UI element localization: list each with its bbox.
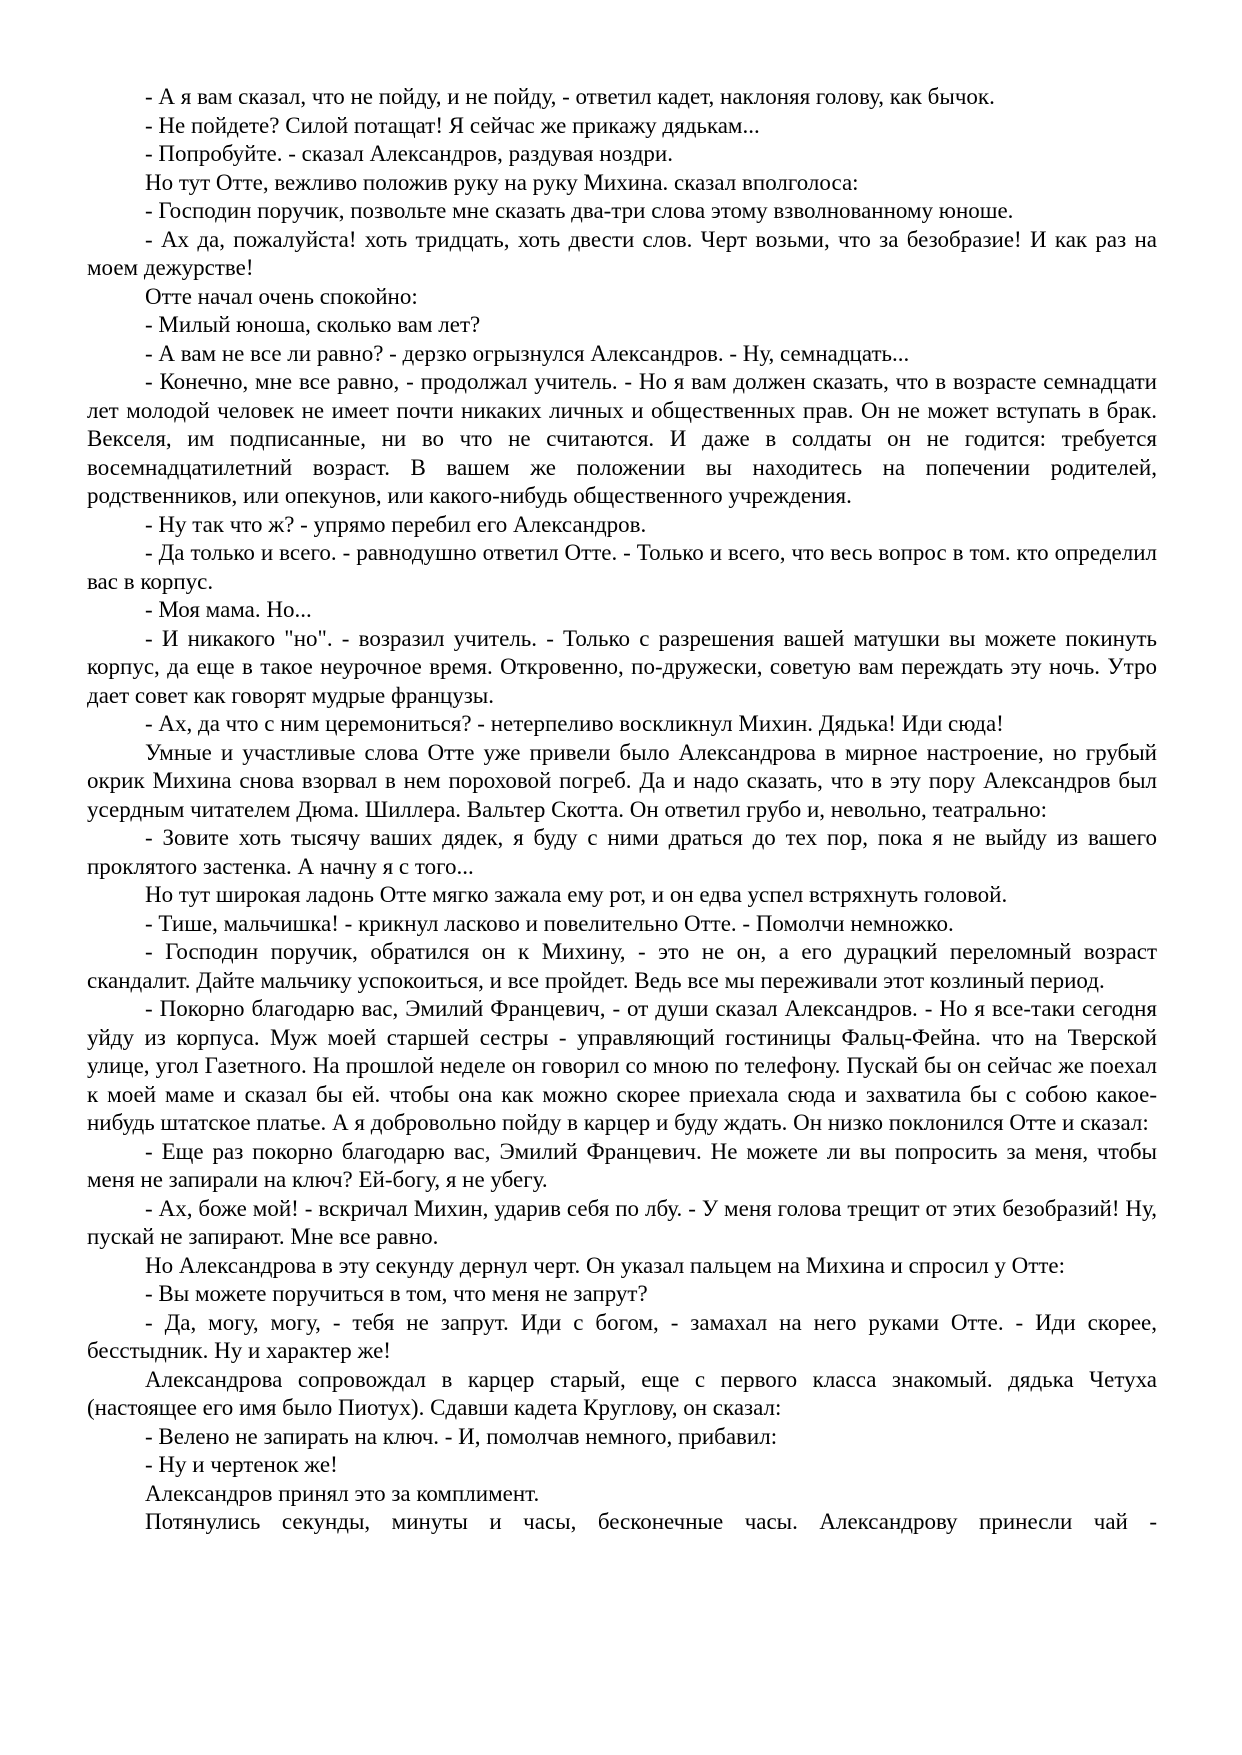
paragraph: - Не пойдете? Силой потащат! Я сейчас же прикажу дядькам... (145, 112, 760, 138)
paragraph: Но тут широкая ладонь Отте мягко зажала ему рот, и он едва успел встряхнуть головой. (145, 882, 1008, 907)
paragraph: - Ну так что ж? - упрямо перебил его Александров. (145, 511, 647, 537)
paragraph: - Еще раз покорно благодарю вас, Эмилий Францевич. Не можете ли вы попросить за меня, чтобы меня не запирали на ключ? Ей-богу, я не убегу. (87, 1138, 1157, 1192)
paragraph: - А вам не все ли равно? - дерзко огрызнулся Александров. - Ну, семнадцать... (145, 340, 910, 366)
paragraph: - Ах да, пожалуйста! хоть тридцать, хоть двести слов. Черт возьми, что за безобразие! И как раз на моем дежурстве! (87, 226, 1157, 280)
paragraph: - Да, могу, могу, - тебя не запрут. Иди с богом, - замахал на него руками Отте. - Иди скорее, бесстыдник. Ну и характер же! (87, 1309, 1157, 1363)
paragraph: - Господин поручик, обратился он к Михину, - это не он, а его дурацкий переломный возраст скандалит. Дайте мальчику успокоиться, и все пройдет. Ведь все мы переживали этот козлиный период. (87, 939, 1157, 993)
paragraph: Но Александрова в эту секунду дернул черт. Он указал пальцем на Михина и спросил у Отте: (145, 1252, 1065, 1278)
paragraph: - Господин поручик, позвольте мне сказать два-три слова этому взволнованному юноше. (145, 198, 1014, 223)
paragraph: - Попробуйте. - сказал Александров, раздувая ноздри. (145, 141, 673, 166)
paragraph: - Конечно, мне все равно, - продолжал учитель. - Но я вам должен сказать, что в возрасте семнадцати лет молодой человек не имеет почти никаких личных и общественных прав. Он не может вступать в брак. Векселя, им подписанные, ни во что не считаются. И даже в солдаты он не годится: требуется восемнадцатилетний возраст. В вашем же положении вы находитесь на попечении родителей, родственников, или опекунов, или какого-нибудь общественного учреждения. (87, 369, 1157, 508)
paragraph: - Моя мама. Но... (145, 597, 312, 622)
paragraph: - И никакого "но". - возразил учитель. - Только с разрешения вашей матушки вы можете покинуть корпус, да еще в такое неурочное время. Откровенно, по-дружески, советую вам переждать эту ночь. Утро дает совет как говорят мудрые французы. (87, 625, 1157, 708)
paragraph: Отте начал очень спокойно: (145, 283, 418, 309)
paragraph: Александров принял это за комплимент. (145, 1480, 540, 1506)
paragraph: - Вы можете поручиться в том, что меня не запрут? (145, 1281, 648, 1306)
paragraph: - Покорно благодарю вас, Эмилий Францевич, - от души сказал Александров. - Но я все-таки сегодня уйду из корпуса. Муж моей старшей сестры - управляющий гостиницы Фальц-Фейна. что на Тверской улице, угол Газетного. На прошлой неделе он говорил со мною по телефону. Пускай бы он сейчас же поехал к моей маме и сказал бы ей. чтобы она как можно скорее приехала сюда и захватила бы с собою какое-нибудь штатское платье. А я добровольно пойду в карцер и буду ждать. Он низко поклонился Отте и сказал: (87, 996, 1157, 1135)
paragraph: Умные и участливые слова Отте уже привели было Александрова в мирное настроение, но грубый окрик Михина снова взорвал в нем пороховой погреб. Да и надо сказать, что в эту пору Александров был усердным читателем Дюма. Шиллера. Вальтер Скотта. Он ответил грубо и, невольно, театрально: (87, 739, 1157, 822)
paragraph: - Тише, мальчишка! - крикнул ласково и повелительно Отте. - Помолчи немножко. (145, 910, 954, 936)
paragraph: - Милый юноша, сколько вам лет? (145, 312, 481, 337)
paragraph: - Ну и чертенок же! (145, 1452, 338, 1477)
paragraph: - Зовите хоть тысячу ваших дядек, я буду с ними драться до тех пор, пока я не выйду из вашего проклятого застенка. А начну я с того... (87, 825, 1157, 879)
paragraph: Александрова сопровождал в карцер старый, еще с первого класса знакомый. дядька Четуха (настоящее его имя было Пиотух). Сдавши кадета Круглову, он сказал: (87, 1366, 1157, 1420)
paragraph: - А я вам сказал, что не пойду, и не пойду, - ответил кадет, наклоняя голову, как бычок. (145, 84, 995, 109)
paragraph: - Велено не запирать на ключ. - И, помолчав немного, прибавил: (145, 1423, 778, 1449)
paragraph: Но тут Отте, вежливо положив руку на руку Михина. сказал вполголоса: (145, 169, 859, 195)
page-text (87, 83, 1157, 1537)
paragraph: Потянулись секунды, минуты и часы, бесконечные часы. Александрову принесли чай - (145, 1509, 1157, 1534)
paragraph: - Ах, боже мой! - вскричал Михин, ударив себя по лбу. - У меня голова трещит от этих безобразий! Ну, пускай не запирают. Мне все равно. (87, 1195, 1157, 1249)
paragraph: - Да только и всего. - равнодушно ответил Отте. - Только и всего, что весь вопрос в том. кто определил вас в корпус. (87, 540, 1157, 594)
paragraph: - Ах, да что с ним церемониться? - нетерпеливо воскликнул Михин. Дядька! Иди сюда! (145, 711, 1004, 736)
